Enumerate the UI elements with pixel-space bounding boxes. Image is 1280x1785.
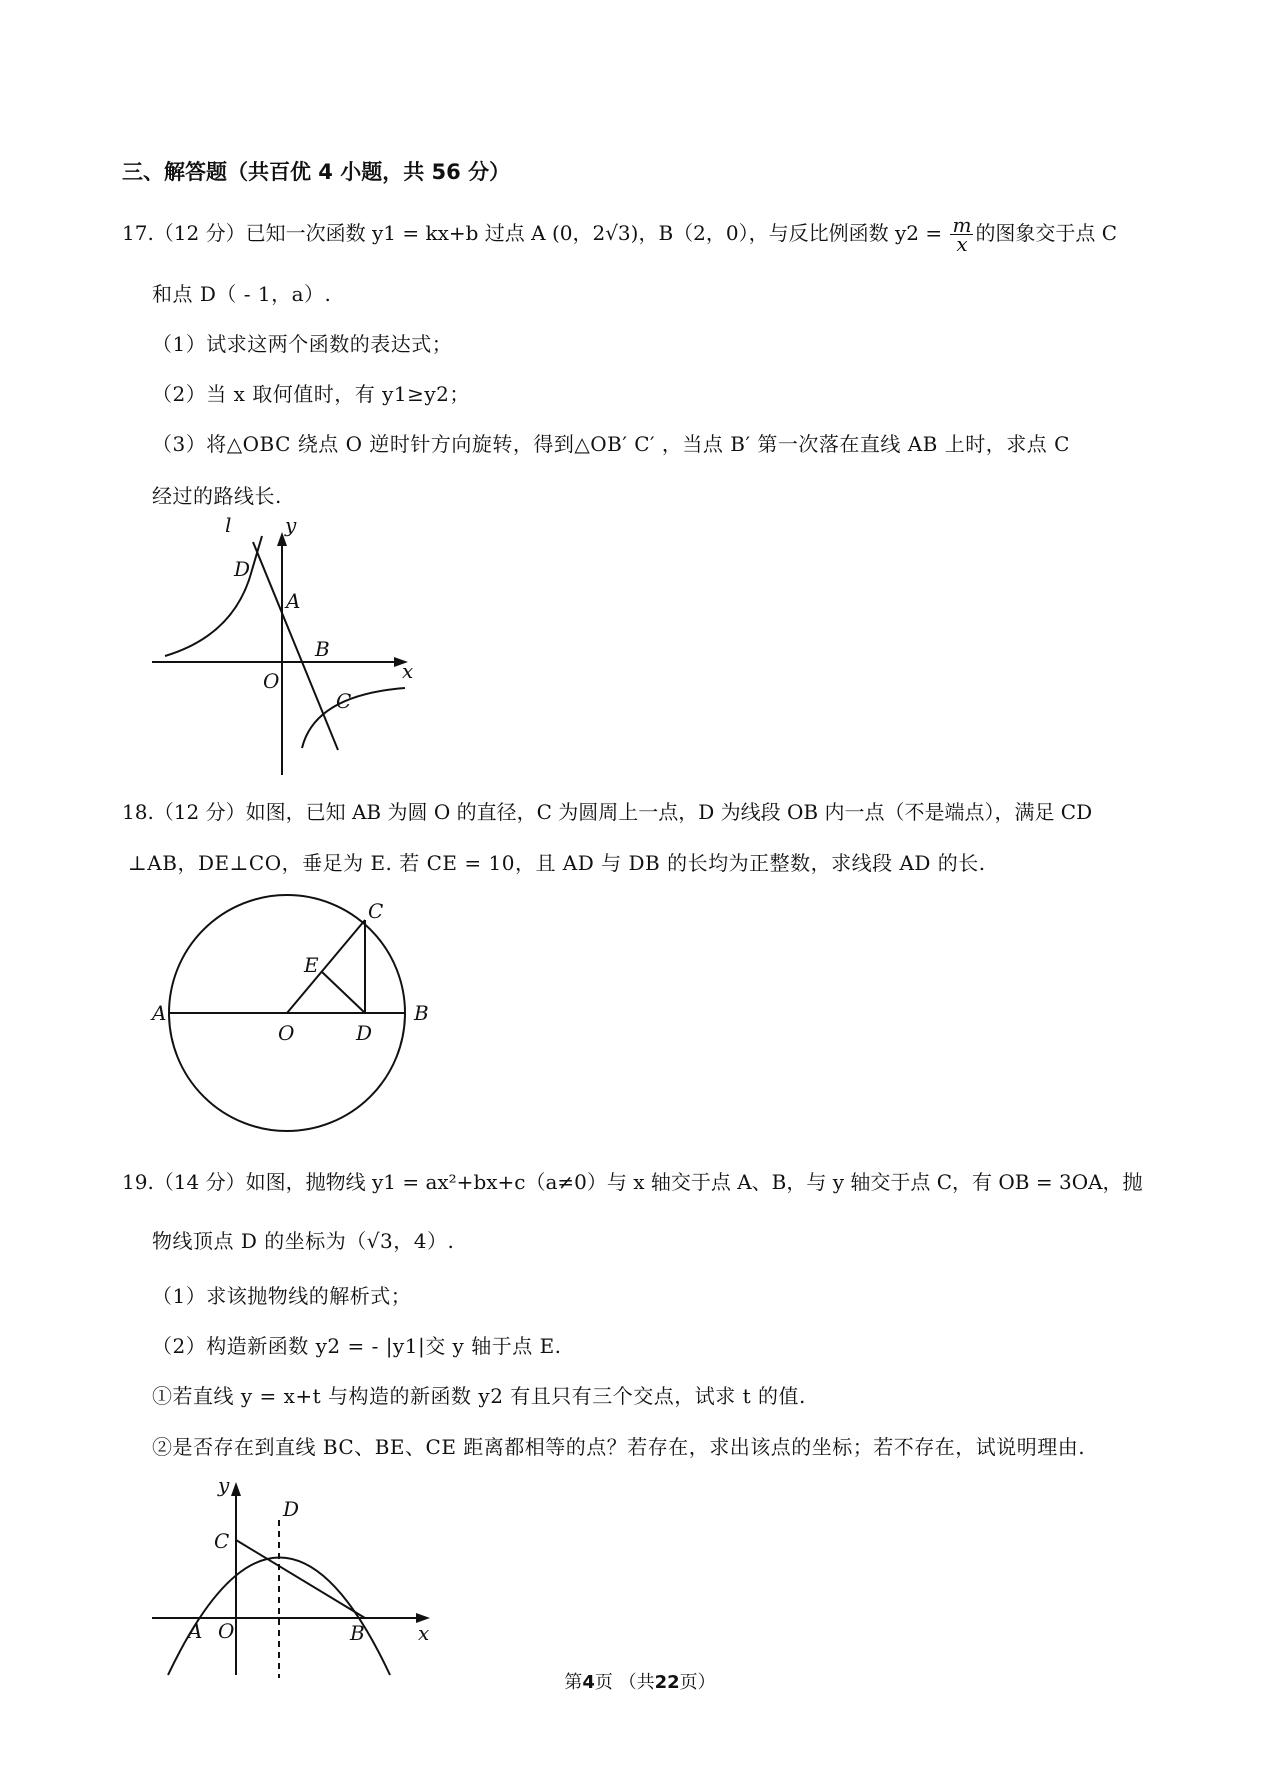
q17-label-x: x <box>402 659 414 683</box>
page-footer <box>0 1668 1280 1694</box>
q19-sub2: ②是否存在到直线 BC、BE、CE 距离都相等的点？若存在，求出该点的坐标；若不存在，试说明理由. <box>152 1435 1086 1459</box>
footer-page-number: 4 <box>582 1672 595 1693</box>
q19-sub1: ①若直线 y = x+t 与构造的新函数 y2 有且只有三个交点，试求 t 的值. <box>152 1384 806 1408</box>
q17-line1b: 的图象交于点 C <box>975 221 1118 245</box>
q17-part2: （2）当 x 取何值时，有 y1≥y2； <box>152 382 470 406</box>
q17-line1a: 17.（12 分）已知一次函数 y1 = kx+b 过点 A (0，2√3)，B（2，0），与反比例函数 y2 = <box>122 221 943 245</box>
q19-part1: （1）求该抛物线的解析式； <box>152 1284 412 1308</box>
q17-label-d: D <box>234 557 251 581</box>
q19-part2: （2）构造新函数 y2 = - |y1|交 y 轴于点 E. <box>152 1334 562 1358</box>
footer-prefix: 第 <box>564 1672 583 1693</box>
q19-label-x: x <box>418 1621 430 1645</box>
q17-part1: （1）试求这两个函数的表达式； <box>152 332 453 356</box>
q18-label-b: B <box>414 1001 429 1025</box>
q17-part3b: 经过的路线长. <box>152 484 282 508</box>
footer-middle: 页 （共 <box>594 1672 655 1693</box>
q18-label-c: C <box>368 899 384 923</box>
q17-frac-den: x <box>956 232 968 256</box>
q17-part3: （3）将△OBC 绕点 O 逆时针方向旋转，得到△OB′ C′ ，当点 B′ 第一次落在直线 AB 上时，求点 C <box>152 432 1070 456</box>
q18-label-a: A <box>152 1001 167 1025</box>
q17-frac-num: m <box>952 213 972 237</box>
q19-figure <box>140 1470 440 1680</box>
q17-label-b: B <box>315 637 330 661</box>
q17-fraction <box>950 213 973 256</box>
q19-label-y: y <box>218 1473 230 1497</box>
q19-label-c: C <box>214 1529 230 1553</box>
q18-label-d: D <box>356 1021 373 1045</box>
q18-line1: 18.（12 分）如图，已知 AB 为圆 O 的直径，C 为圆周上一点，D 为线段 OB 内一点（不是端点），满足 CD <box>122 800 1093 824</box>
q17-label-a: A <box>286 589 301 613</box>
q19-label-d: D <box>283 1497 300 1521</box>
q18-label-e: E <box>304 953 319 977</box>
q18-figure <box>140 880 440 1140</box>
q17-label-o: O <box>263 669 280 693</box>
q19-label-o: O <box>218 1619 235 1643</box>
q19-label-a: A <box>188 1619 203 1643</box>
q17-figure <box>140 510 440 780</box>
q19-label-b: B <box>350 1621 365 1645</box>
q17-label-c: C <box>336 689 352 713</box>
q17-label-l: l <box>225 513 232 537</box>
q19-line2: 物线顶点 D 的坐标为（√3，4）. <box>152 1229 455 1253</box>
q17-line2: 和点 D（ - 1，a）. <box>152 282 332 306</box>
section-title: 三、解答题（共百优 4 小题，共 56 分） <box>122 160 511 184</box>
footer-suffix: 页） <box>679 1672 716 1693</box>
q18-label-o: O <box>278 1021 295 1045</box>
q17-line1 <box>122 213 1118 256</box>
q19-line1: 19.（14 分）如图，抛物线 y1 = ax²+bx+c（a≠0）与 x 轴交于点 A、B，与 y 轴交于点 C，有 OB = 3OA，抛 <box>122 1170 1143 1194</box>
q18-line2: ⊥AB，DE⊥CO，垂足为 E. 若 CE = 10，且 AD 与 DB 的长均为正整数，求线段 AD 的长. <box>128 851 986 875</box>
q17-label-y: y <box>285 513 297 537</box>
footer-total-pages: 22 <box>654 1672 680 1693</box>
